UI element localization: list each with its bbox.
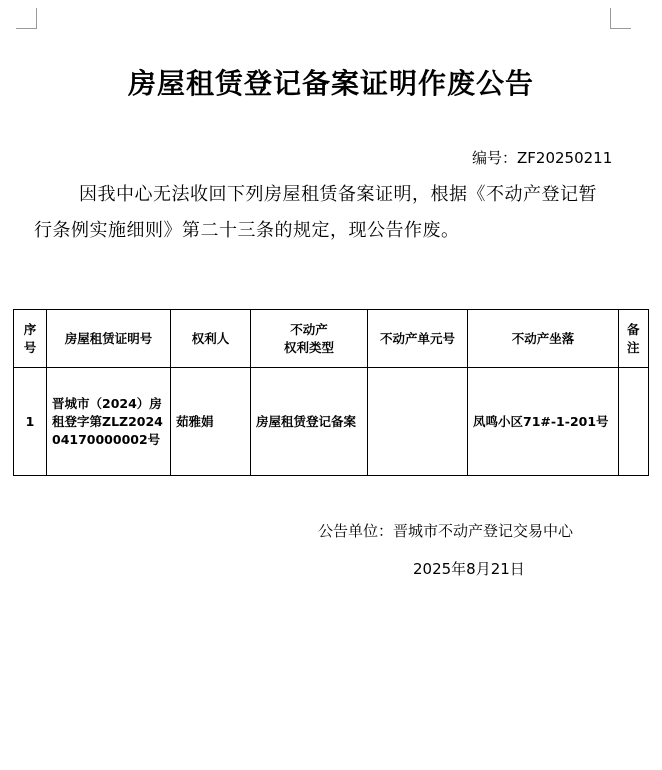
header-note: 备注 <box>619 310 649 368</box>
header-cert-no: 房屋租赁证明号 <box>47 310 171 368</box>
cell-seq: 1 <box>14 368 47 476</box>
cell-cert-no: 晋城市（2024）房租登字第ZLZ202404170000002号 <box>47 368 171 476</box>
header-location: 不动产坐落 <box>468 310 619 368</box>
cell-right-type: 房屋租赁登记备案 <box>251 368 368 476</box>
header-holder: 权利人 <box>171 310 251 368</box>
announcement-body: 因我中心无法收回下列房屋租赁备案证明，根据《不动产登记暂行条例实施细则》第二十三条的规定，现公告作废。 <box>34 184 597 241</box>
cell-holder: 茹雅娟 <box>171 368 251 476</box>
cell-location: 凤鸣小区71#-1-201号 <box>468 368 619 476</box>
header-right-type: 不动产 权利类型 <box>251 310 368 368</box>
table-row <box>14 368 649 476</box>
document-number: 编号：ZF20250211 <box>472 149 613 167</box>
records-table <box>13 309 649 476</box>
header-unit-no: 不动产单元号 <box>368 310 468 368</box>
table-header-row <box>14 310 649 368</box>
issue-date: 2025年8月21日 <box>413 560 525 578</box>
header-seq: 序号 <box>14 310 47 368</box>
corner-mark-top-left <box>16 8 37 29</box>
issuing-unit: 公告单位：晋城市不动产登记交易中心 <box>318 522 574 540</box>
cell-unit-no <box>368 368 468 476</box>
cell-note <box>619 368 649 476</box>
page-title: 房屋租赁登记备案证明作废公告 <box>127 67 534 100</box>
corner-mark-top-right <box>610 8 631 29</box>
